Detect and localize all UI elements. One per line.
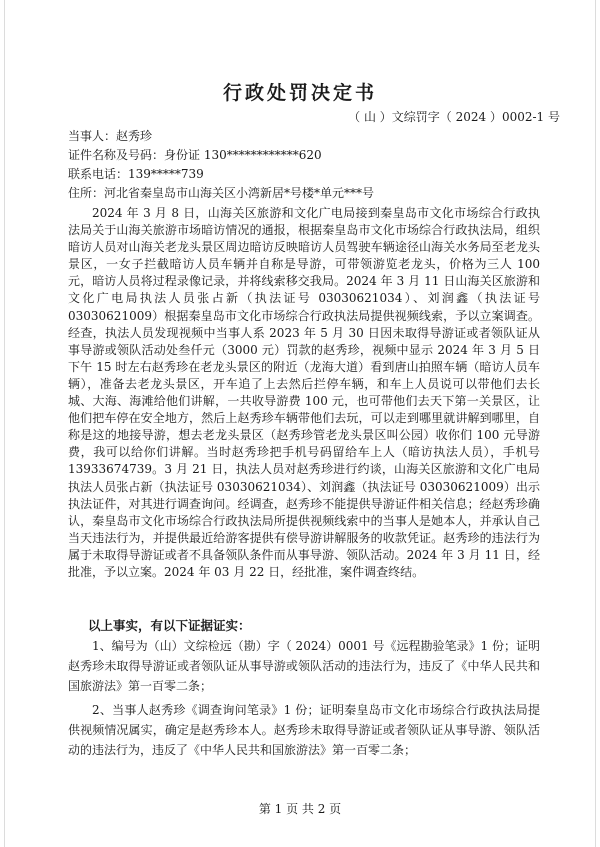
- party-address: 住所：河北省秦皇岛市山海关区小湾新居*号楼*单元***号: [68, 186, 375, 200]
- evidence-item-2: 2、当事人赵秀珍《调查询问笔录》1 份；证明秦皇岛市文化市场综合行政执法局提供视频情况属实，确定是赵秀珍本人。赵秀珍未取得导游证或者领队证从事导游、领队活动的违法行为，违反了《中华人民共和国旅游法》第一百零二条；: [68, 703, 540, 757]
- page-footer: 第 1 页 共 2 页: [258, 802, 342, 816]
- scan-edge-right: [595, 0, 596, 847]
- document-number: （ 山 ）文综罚字（ 2024 ）0002-1 号: [348, 110, 560, 124]
- evidence-heading: 以上事实，有以下证据证实：: [88, 618, 251, 633]
- party-id: 证件名称及号码：身份证 130************620: [68, 148, 322, 162]
- document-title: 行政处罚决定书: [222, 82, 377, 104]
- scan-edge-left: [4, 0, 5, 847]
- party-phone: 联系电话：139*****739: [68, 167, 204, 181]
- party-name: 当事人：赵秀珍: [68, 129, 153, 143]
- evidence-item-1: 1、编号为（山）文综检远（勘）字（ 2024）0001 号《远程勘验笔录》1 份；证明赵秀珍未取得导游证或者领队证从事导游或领队活动的违法行为，违反了《中华人民共和国旅游法》第一百零二条；: [68, 639, 540, 693]
- case-facts-paragraph: 2024 年 3 月 8 日，山海关区旅游和文化广电局接到秦皇岛市文化市场综合行政执法局关于山海关旅游市场暗访情况的通报，根据秦皇岛市文化市场综合行政执法局，组织暗访人员对山海关老龙头景区周边暗访反映暗访人员驾驶车辆途径山海关水务局至老龙头景区，一女子拦截暗访人员车辆并自称是导游，可带领游览老龙头，价格为三人 100 元，暗访人员将过程录像记录，并将线索移交我局。2024 年 3 月 11 日山海关区旅游和文化广电局执法人员张占新（执法证号 03030621034）、刘润鑫（执法证号 03030621009）根据秦皇岛市文化市场综合行政执法局提供视频线索，予以立案调查。经查，执法人员发现视频中当事人系 2023 年 5 月 30 日因未取得导游证或者领队证从事导游或领队活动处叁仟元（3000 元）罚款的赵秀珍，视频中显示 2024 年 3 月 5 日下午 15 时左右赵秀珍在老龙头景区的附近（龙海大道）看到唐山拍照车辆（暗访人员车辆），准备去老龙头景区，开车追了上去然后拦停车辆，和车上人员说可以带他们去长城、大海、海滩给他们讲解，一共收导游费 100 元，也可带他们去天下第一关景区，让他们把车停在安全地方，然后上赵秀珍车辆带他们去玩，可以走到哪里就讲解到哪里，自称是这的地接导游，想去老龙头景区（赵秀珍管老龙头景区叫公园）收你们 100 元导游费，我可以给你们讲解。当时赵秀珍把手机号码留给车上人（暗访执法人员），手机号 13933674739。3 月 21 日，执法人员对赵秀珍进行约谈，山海关区旅游和文化广电局执法人员张占新（执法证号 03030621034）、刘润鑫（执法证号 03030621009）出示执法证件，对其进行调查询问。经调查，赵秀珍不能提供导游证件相关信息；经赵秀珍确认，秦皇岛市文化市场综合行政执法局所提供视频线索中的当事人是她本人，并承认自己当天违法行为，并提供最近给游客提供有偿导游讲解服务的收款凭证。赵秀珍的违法行为属于未取得导游证或者不具备领队条件而从事导游、领队活动。2024 年 3 月 11 日，经批准，予以立案。2024 年 03 月 22 日，经批准，案件调查终结。: [68, 206, 540, 579]
